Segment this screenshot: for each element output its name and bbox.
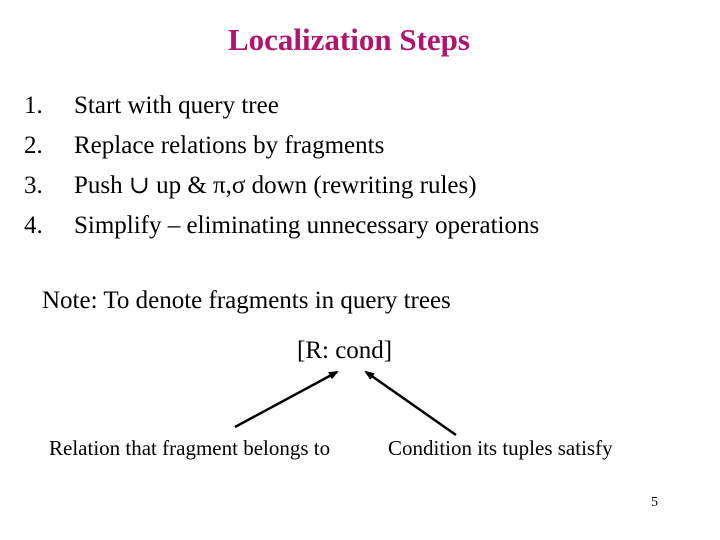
note-text: Note: To denote fragments in query trees xyxy=(42,287,451,314)
step-number: 3. xyxy=(24,172,43,199)
step-number: 4. xyxy=(24,212,43,239)
step-number: 2. xyxy=(24,132,43,159)
step-number: 1. xyxy=(24,92,43,119)
caption-relation: Relation that fragment belongs to xyxy=(49,436,331,460)
step-text: Simplify – eliminating unnecessary operations xyxy=(74,212,540,239)
step-text: Replace relations by fragments xyxy=(74,132,385,159)
fragment-notation: [R: cond] xyxy=(297,337,393,364)
step-text: Push ∪ up & π,σ down (rewriting rules) xyxy=(74,172,477,199)
step-text: Start with query tree xyxy=(74,92,279,119)
arrow-to-condition xyxy=(366,372,456,435)
arrow-to-relation xyxy=(235,372,337,427)
page-number: 5 xyxy=(651,495,658,510)
caption-condition: Condition its tuples satisfy xyxy=(388,436,613,460)
slide-title: Localization Steps xyxy=(228,22,470,57)
